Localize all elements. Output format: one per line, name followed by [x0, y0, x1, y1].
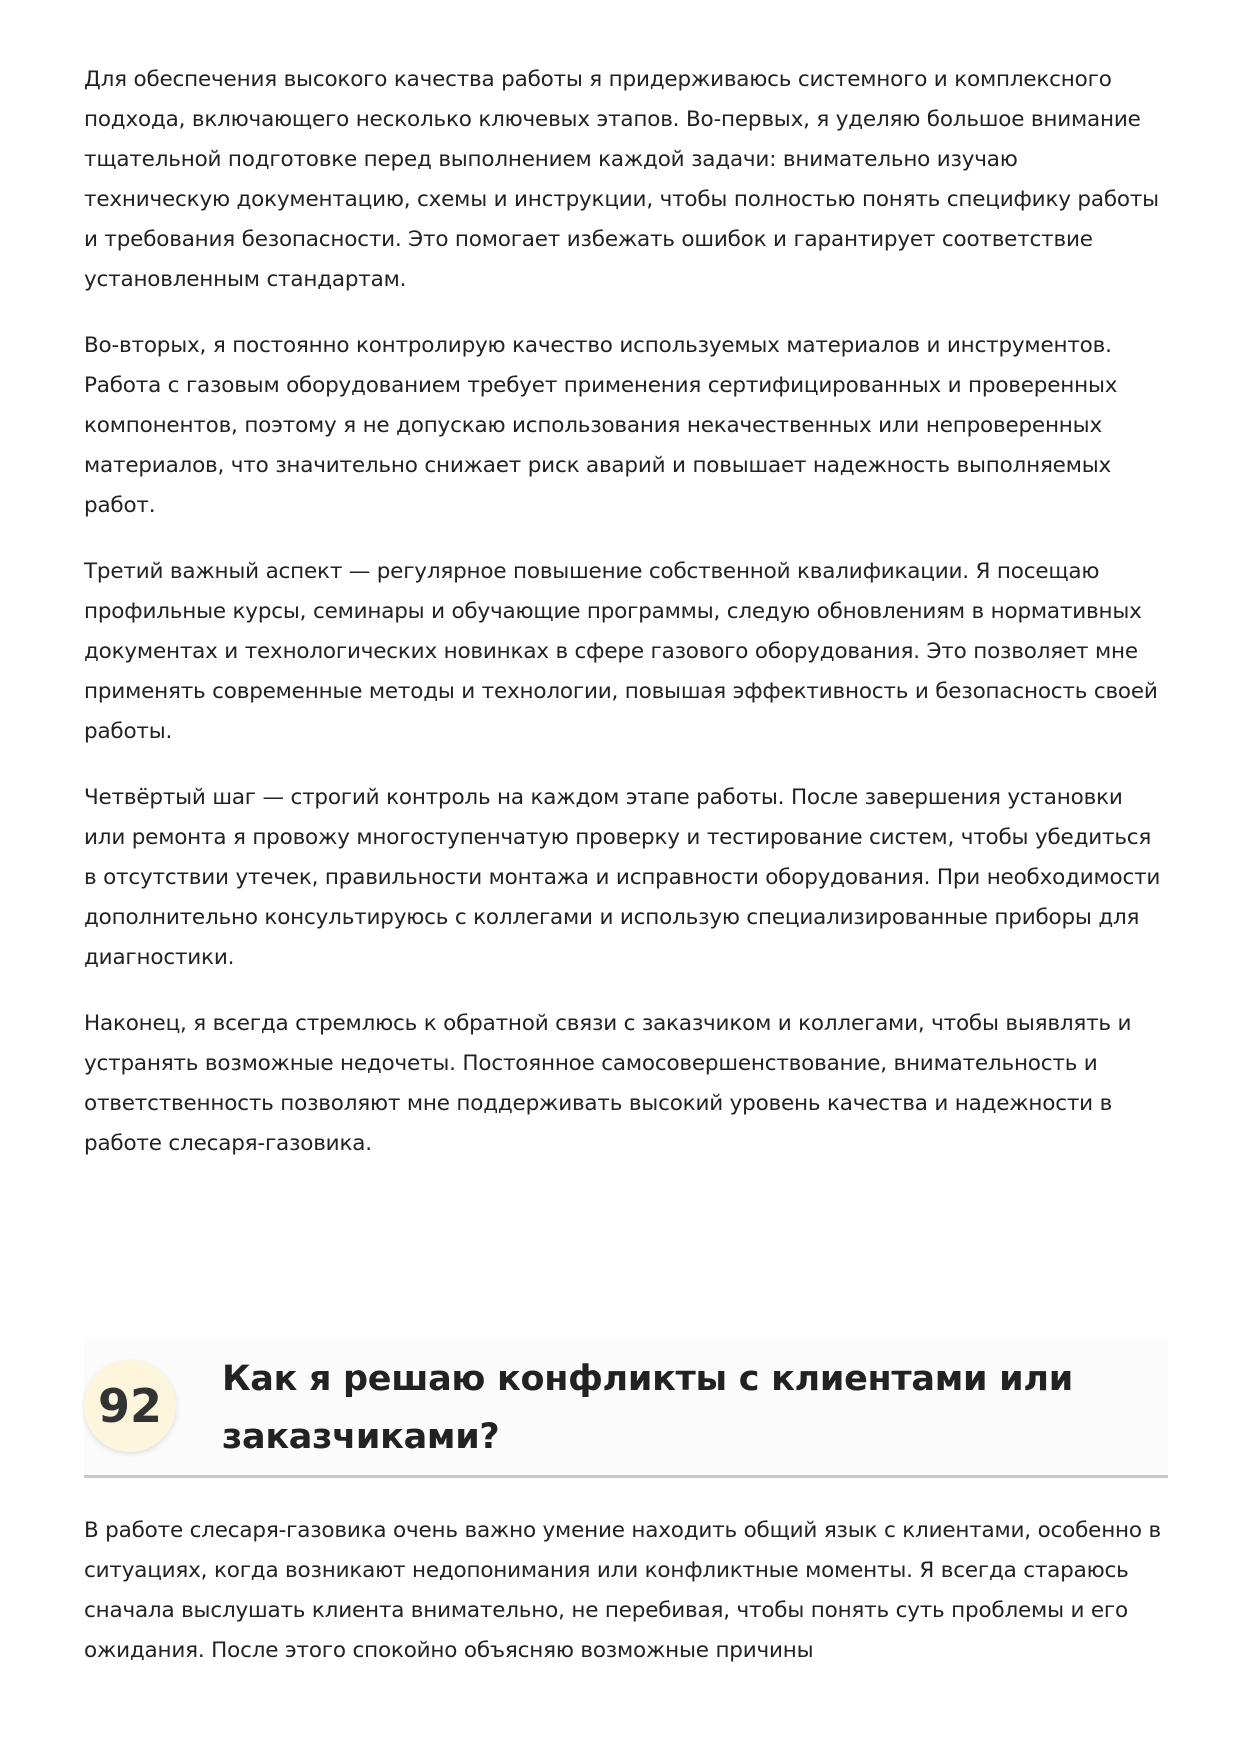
section-paragraph-1: В работе слесаря-газовика очень важно умение находить общий язык с клиентами, особенно в ситуациях, когда возникают недопонимания или конфликтные моменты. Я всегда стараюсь сначала выслушать клиента внимательно, не перебивая, чтобы понять суть проблемы и его ожидания. После этого спокойно объясняю возможные причины	[84, 1518, 1161, 1663]
paragraph-3: Третий важный аспект — регулярное повышение собственной квалификации. Я посещаю профильные курсы, семинары и обучающие программы, следую обновлениям в нормативных документах и технологических новинках в сфере газового оборудования. Это позволяет мне применять современные методы и технологии, повышая эффективность и безопасность своей работы.	[84, 559, 1158, 744]
document-body	[84, 60, 1168, 1190]
paragraph-2: Во-вторых, я постоянно контролирую качество используемых материалов и инструментов. Работа с газовым оборудованием требует применения сертифицированных и проверенных компонентов, поэтому я не допускаю использования некачественных или непроверенных материалов, что значительно снижает риск аварий и повышает надежность выполняемых работ.	[84, 333, 1118, 518]
paragraph-5: Наконец, я всегда стремлюсь к обратной связи с заказчиком и коллегами, чтобы выявлять и устранять возможные недочеты. Постоянное самосовершенствование, внимательность и ответственность позволяют мне поддерживать высокий уровень качества и надежности в работе слесаря-газовика.	[84, 1011, 1132, 1156]
section-body	[84, 1511, 1168, 1697]
section-header	[84, 1338, 1168, 1478]
section-number-badge: 92	[84, 1360, 176, 1452]
paragraph-4: Четвёртый шаг — строгий контроль на каждом этапе работы. После завершения установки или ремонта я провожу многоступенчатую проверку и тестирование систем, чтобы убедиться в отсутствии утечек, правильности монтажа и исправности оборудования. При необходимости дополнительно консультируюсь с коллегами и использую специализированные приборы для диагностики.	[84, 785, 1161, 970]
paragraph-1: Для обеспечения высокого качества работы я придерживаюсь системного и комплексного подхода, включающего несколько ключевых этапов. Во-первых, я уделяю большое внимание тщательной подготовке перед выполнением каждой задачи: внимательно изучаю техническую документацию, схемы и инструкции, чтобы полностью понять специфику работы и требования безопасности. Это помогает избежать ошибок и гарантирует соответствие установленным стандартам.	[84, 67, 1159, 292]
section-title: Как я решаю конфликты с клиентами или заказчиками?	[222, 1359, 1073, 1457]
